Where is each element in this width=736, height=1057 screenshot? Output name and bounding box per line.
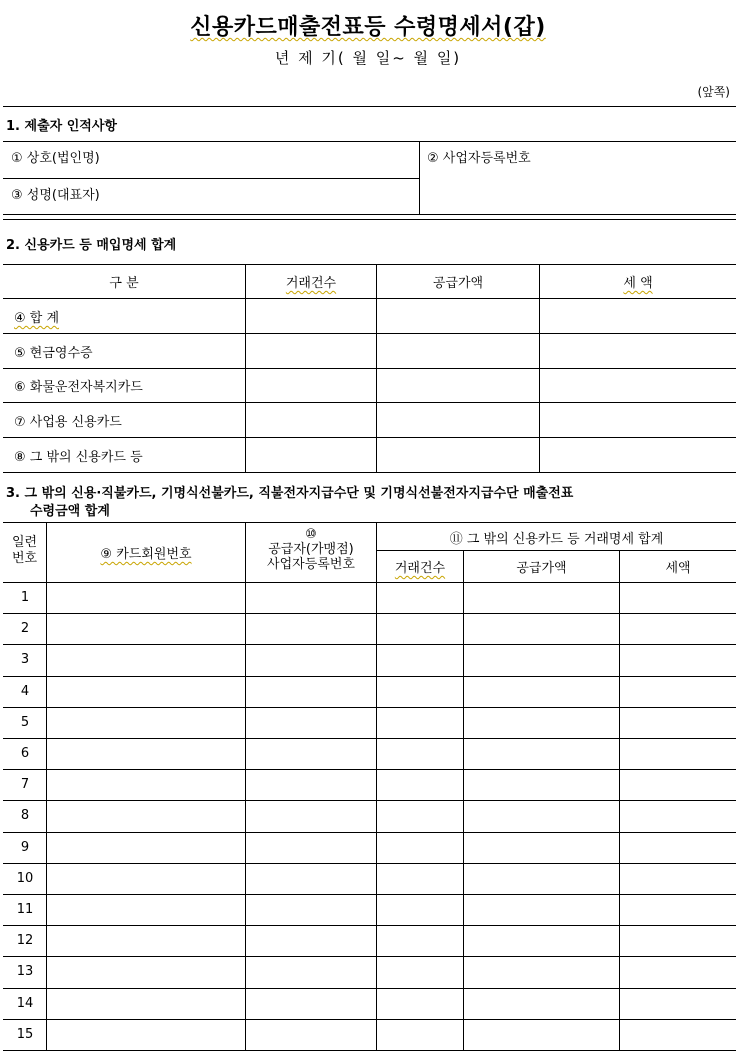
col-count: 거래건수 [285, 276, 337, 291]
col-category: 구 분 [109, 276, 139, 291]
col-count: 거래건수 [394, 561, 446, 576]
table-row-divider [3, 832, 736, 833]
col-tax: 세액 [665, 561, 691, 576]
row-number: 7 [20, 777, 30, 793]
divider [3, 106, 736, 107]
row-business-card: ⑦ 사업용 신용카드 [14, 415, 122, 430]
divider [3, 437, 736, 438]
table-row-divider [3, 894, 736, 895]
row-number: 15 [16, 1026, 34, 1042]
col-serial: 일련 번호 [11, 535, 38, 566]
divider [376, 264, 377, 472]
divider [463, 550, 464, 1051]
divider [46, 522, 47, 1051]
divider [3, 219, 736, 220]
name-label: ③ 성명(대표자) [11, 188, 100, 203]
row-number: 11 [16, 902, 34, 917]
col-supplier-bizno: ⑩ 공급자(가맹점) 사업자등록번호 [267, 527, 355, 572]
divider [3, 264, 736, 265]
row-number: 9 [20, 839, 30, 855]
divider [3, 333, 736, 334]
row-number: 3 [20, 652, 30, 668]
page-title: 신용카드매출전표등 수령명세서(갑) [190, 15, 546, 40]
table-row-divider [3, 956, 736, 957]
divider [3, 402, 736, 403]
divider [3, 298, 736, 299]
divider [3, 582, 736, 583]
row-number: 6 [20, 746, 30, 761]
divider [245, 522, 246, 1051]
section2-title: 2. 신용카드 등 매입명세 합계 [6, 238, 177, 253]
col-supply: 공급가액 [516, 561, 567, 576]
row-number: 8 [20, 808, 30, 824]
company-label: ① 상호(법인명) [11, 151, 100, 166]
row-cash-receipt: ⑤ 현금영수증 [14, 346, 93, 361]
row-number: 10 [16, 870, 34, 886]
row-number: 14 [16, 995, 34, 1011]
table-row-divider [3, 800, 736, 801]
row-number: 12 [16, 933, 34, 949]
divider [377, 550, 736, 551]
bizno-label: ② 사업자등록번호 [427, 151, 531, 166]
col-card-number: ⑨ 카드회원번호 [100, 547, 192, 562]
divider [3, 178, 419, 179]
row-number: 5 [20, 714, 30, 730]
row-welfare-card: ⑥ 화물운전자복지카드 [14, 380, 143, 395]
table-row-divider [3, 738, 736, 739]
divider [245, 264, 246, 472]
row-number: 2 [20, 621, 30, 637]
divider [3, 472, 736, 473]
row-number: 4 [20, 683, 30, 699]
table-row-divider [3, 707, 736, 708]
col-transaction-total: ⑪ 그 밖의 신용카드 등 거래명세 합계 [449, 532, 664, 547]
table-row-divider [3, 644, 736, 645]
divider [3, 214, 736, 215]
row-other-card: ⑧ 그 밖의 신용카드 등 [14, 450, 143, 465]
divider [419, 141, 420, 214]
period-line: 년 제 기( 월 일~ 월 일) [274, 49, 462, 67]
divider [3, 368, 736, 369]
table-row-divider [3, 769, 736, 770]
row-number: 13 [16, 964, 34, 980]
row-number: 1 [20, 590, 30, 605]
col-tax: 세 액 [623, 276, 653, 291]
table-row-divider [3, 988, 736, 989]
divider [539, 264, 540, 472]
section3-title: 3. 그 밖의 신용·직불카드, 기명식선불카드, 직불전자지급수단 및 기명식선불전자지급수단 매출전표 [6, 486, 574, 501]
front-label: (앞쪽) [697, 85, 730, 99]
divider [3, 141, 736, 142]
divider [3, 522, 736, 523]
table-row-divider [3, 676, 736, 677]
col-supply: 공급가액 [432, 276, 484, 291]
divider [619, 550, 620, 1051]
row-total: ④ 합 계 [14, 311, 60, 326]
table-row-divider [3, 925, 736, 926]
divider [376, 522, 377, 1051]
table-row-divider [3, 613, 736, 614]
section3-title-line2: 수령금액 합계 [30, 504, 110, 519]
section1-title: 1. 제출자 인적사항 [6, 119, 117, 134]
table-row-divider [3, 1019, 736, 1020]
table-row-divider [3, 863, 736, 864]
divider [3, 1050, 736, 1051]
